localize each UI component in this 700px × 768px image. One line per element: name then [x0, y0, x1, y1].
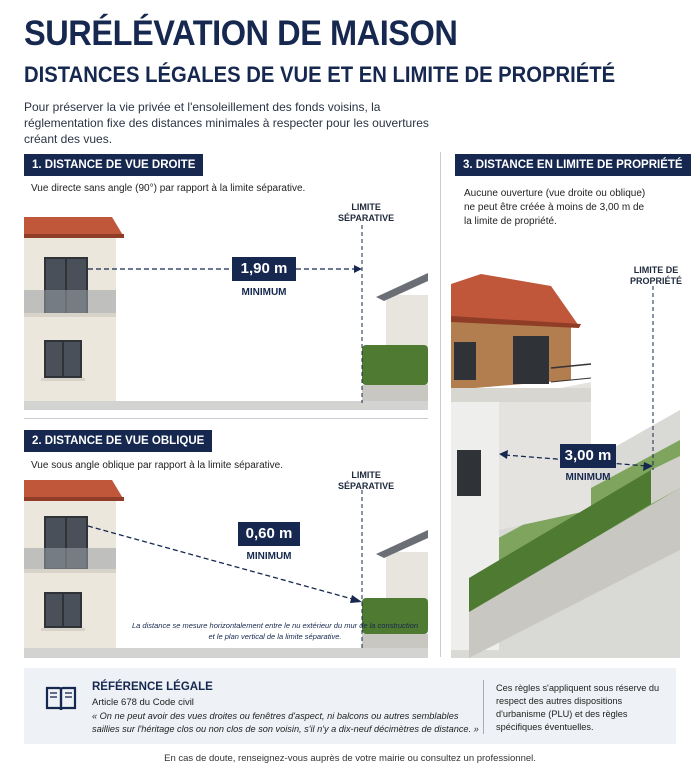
section-1-minimum-label: MINIMUM	[241, 287, 287, 298]
section-3-limit-label: LIMITE DE PROPRIÉTÉ	[630, 265, 683, 286]
section-3-heading: 3. DISTANCE EN LIMITE DE PROPRIÉTÉ	[455, 154, 691, 176]
intro-text: Pour préserver la vie privée et l'ensoleillement des fonds voisins, la réglementation fixe des distances minimales à respecter pour les ouvertures créant des vues.	[24, 100, 429, 146]
balcony-railing	[24, 548, 116, 570]
section-2-distance-badge: 0,60 m	[238, 522, 300, 546]
measurement-note: La distance se mesure horizontalement entre le nu extérieur du mur de la construction et le plan vertical de la limite séparative.	[132, 621, 418, 641]
section-1-heading: 1. DISTANCE DE VUE DROITE	[24, 154, 203, 176]
section-1-limit-label: LIMITE SÉPARATIVE	[338, 202, 395, 223]
section-1-description: Vue directe sans angle (90°) par rapport à la limite séparative.	[31, 183, 306, 194]
window-upper-right	[513, 336, 549, 384]
page-title: SURÉLÉVATION DE MAISON	[24, 14, 458, 53]
reference-article: Article 678 du Code civil	[92, 697, 194, 708]
reference-divider	[483, 680, 484, 734]
section-2-minimum-label: MINIMUM	[246, 551, 292, 562]
balcony-railing	[24, 290, 116, 314]
window-upper-left	[454, 342, 476, 380]
section-3-minimum-label: MINIMUM	[565, 472, 611, 483]
oblique-arrow	[88, 526, 356, 600]
footer-note: En cas de doute, renseignez-vous auprès de votre mairie ou consultez un professionnel.	[164, 753, 536, 764]
book-icon	[44, 681, 78, 715]
section-2-description: Vue sous angle oblique par rapport à la limite séparative.	[31, 460, 284, 471]
section-3-description: Aucune ouverture (vue droite ou oblique) ne peut être créée à moins de 3,00 m de la limite de propriété.	[464, 188, 646, 227]
window-lower	[457, 450, 481, 496]
reference-quote: « On ne peut avoir des vues droites ou fenêtres d'aspect, ni balcons ou autres semblables saillies sur l'héritage clos ou non clos de son voisin, s'il n'y a dix-neuf décimètres de distance. »	[92, 711, 479, 734]
page-subtitle: DISTANCES LÉGALES DE VUE ET EN LIMITE DE PROPRIÉTÉ	[24, 62, 616, 87]
reference-title: RÉFÉRENCE LÉGALE	[92, 681, 213, 693]
section-1-illustration	[24, 205, 428, 410]
section-3-distance-badge: 3,00 m	[560, 444, 616, 468]
section-2-heading: 2. DISTANCE DE VUE OBLIQUE	[24, 430, 212, 452]
hedge	[362, 345, 428, 385]
section-1-distance-badge: 1,90 m	[232, 257, 296, 281]
divider-horizontal	[24, 418, 428, 419]
divider-vertical	[440, 152, 441, 657]
reference-side-note: Ces règles s'appliquent sous réserve du respect des autres dispositions d'urbanisme (PLU) et des règles spécifiques éventuelles.	[496, 683, 660, 732]
section-2-limit-label: LIMITE SÉPARATIVE	[338, 470, 395, 491]
